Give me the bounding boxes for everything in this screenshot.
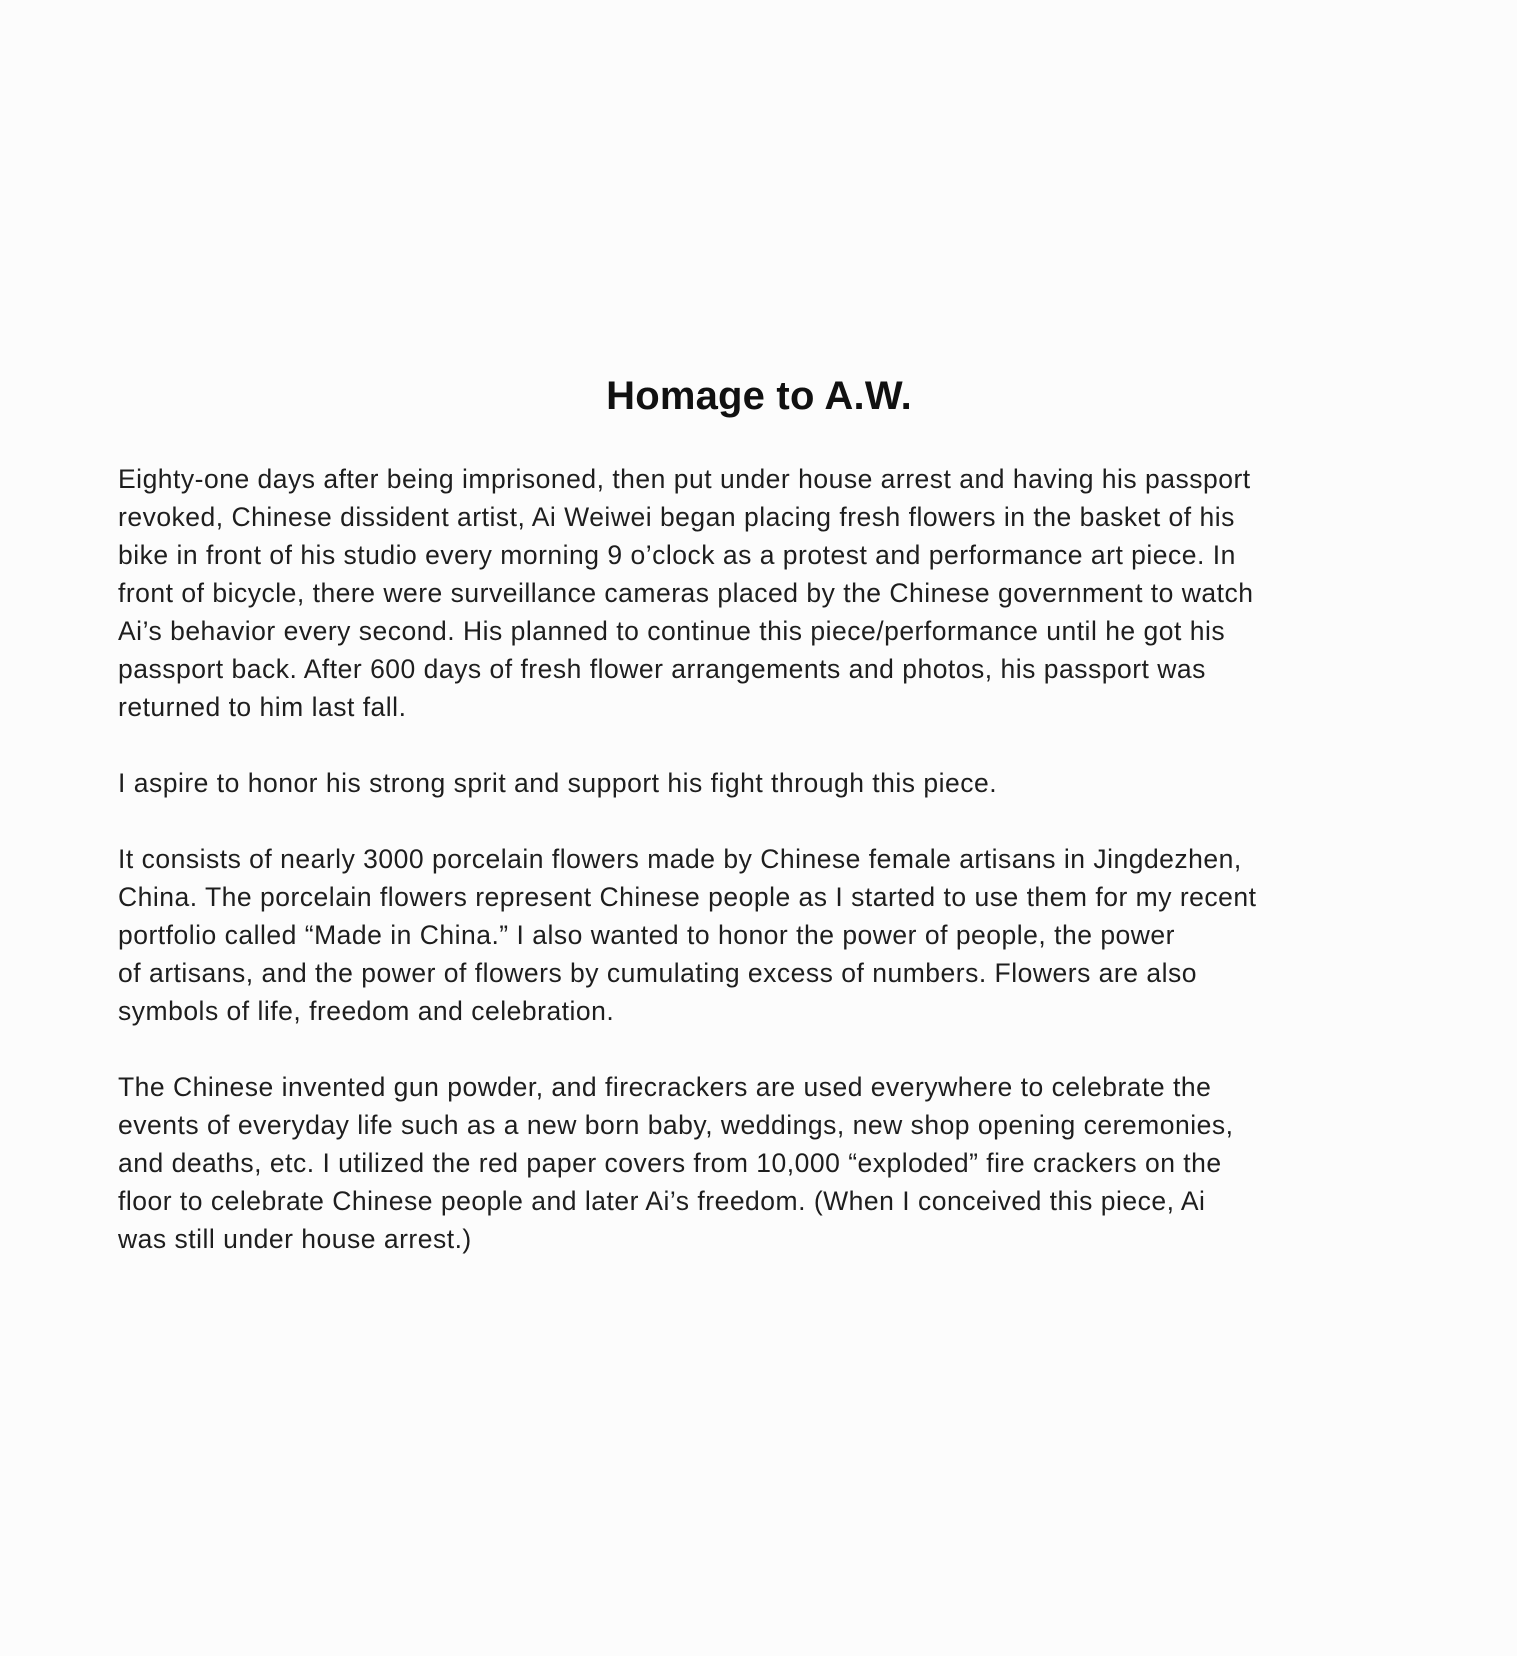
paragraph-firecrackers	[118, 1068, 1418, 1258]
text-line: It consists of nearly 3000 porcelain flowers made by Chinese female artisans in Jingdezhen,	[118, 844, 1242, 874]
paragraph-aspiration	[118, 764, 1418, 802]
page-title: Homage to A.W.	[606, 374, 912, 418]
text-line: and deaths, etc. I utilized the red paper covers from 10,000 “exploded” fire crackers on the	[118, 1148, 1222, 1178]
text-line: portfolio called “Made in China.” I also wanted to honor the power of people, the power	[118, 920, 1175, 950]
text-line: of artisans, and the power of flowers by cumulating excess of numbers. Flowers are also	[118, 958, 1197, 988]
paragraph-porcelain-flowers	[118, 840, 1418, 1030]
text-line: The Chinese invented gun powder, and firecrackers are used everywhere to celebrate the	[118, 1072, 1212, 1102]
text-line: symbols of life, freedom and celebration.	[118, 996, 615, 1026]
text-line: events of everyday life such as a new born baby, weddings, new shop opening ceremonies,	[118, 1110, 1234, 1140]
text-line: passport back. After 600 days of fresh flower arrangements and photos, his passport was	[118, 654, 1206, 684]
article	[118, 366, 1418, 1296]
text-line: returned to him last fall.	[118, 692, 407, 722]
text-line: floor to celebrate Chinese people and later Ai’s freedom. (When I conceived this piece, Ai	[118, 1186, 1206, 1216]
text-line: Eighty-one days after being imprisoned, then put under house arrest and having his passport	[118, 464, 1251, 494]
paragraph-ai-weiwei-story	[118, 460, 1418, 726]
text-line: was still under house arrest.)	[118, 1224, 472, 1254]
text-line: bike in front of his studio every morning 9 o’clock as a protest and performance art piece. In	[118, 540, 1236, 570]
text-line: revoked, Chinese dissident artist, Ai Weiwei began placing fresh flowers in the basket of his	[118, 502, 1235, 532]
text-line: Ai’s behavior every second. His planned to continue this piece/performance until he got his	[118, 616, 1226, 646]
text-line: front of bicycle, there were surveillance cameras placed by the Chinese government to watch	[118, 578, 1254, 608]
text-line: I aspire to honor his strong sprit and support his fight through this piece.	[118, 768, 998, 798]
text-line: China. The porcelain flowers represent Chinese people as I started to use them for my recent	[118, 882, 1257, 912]
